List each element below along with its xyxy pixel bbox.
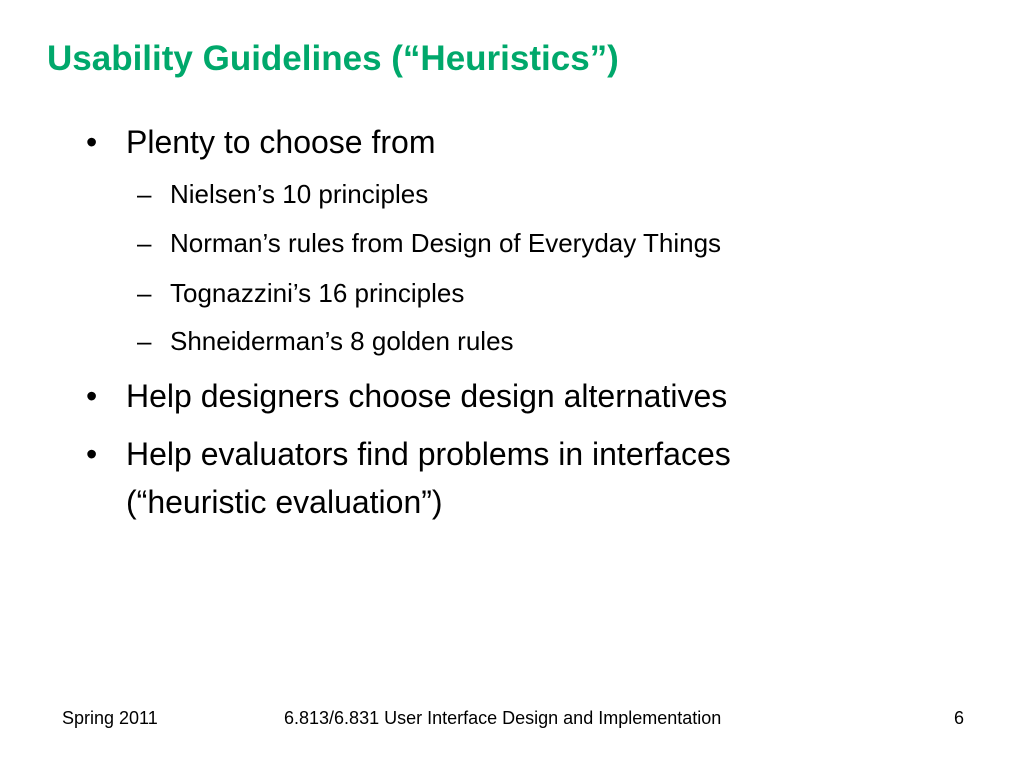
footer-course-title: 6.813/6.831 User Interface Design and Implementation [284, 708, 722, 728]
sub-bullet-text: Norman’s rules from Design of Everyday Things [170, 228, 722, 258]
bullet-marker: • [86, 378, 98, 414]
footer-date: Spring 2011 [62, 708, 158, 728]
dash-marker: – [137, 179, 152, 209]
slide-title: Usability Guidelines (“Heuristics”) [47, 39, 619, 78]
dash-marker: – [137, 228, 152, 258]
bullet-marker: • [86, 124, 98, 160]
bullet-continuation-text: (“heuristic evaluation”) [126, 484, 443, 520]
dash-marker: – [137, 278, 152, 308]
bullet-text: Plenty to choose from [126, 124, 436, 160]
footer-page-number: 6 [954, 708, 965, 728]
dash-marker: – [137, 326, 152, 356]
sub-bullet-text: Tognazzini’s 16 principles [170, 278, 465, 308]
sub-bullet-text: Shneiderman’s 8 golden rules [170, 326, 514, 356]
bullet-marker: • [86, 436, 98, 472]
sub-bullet-text: Nielsen’s 10 principles [170, 179, 429, 209]
bullet-text: Help designers choose design alternatives [126, 378, 728, 414]
bullet-text: Help evaluators find problems in interfaces [126, 436, 731, 472]
